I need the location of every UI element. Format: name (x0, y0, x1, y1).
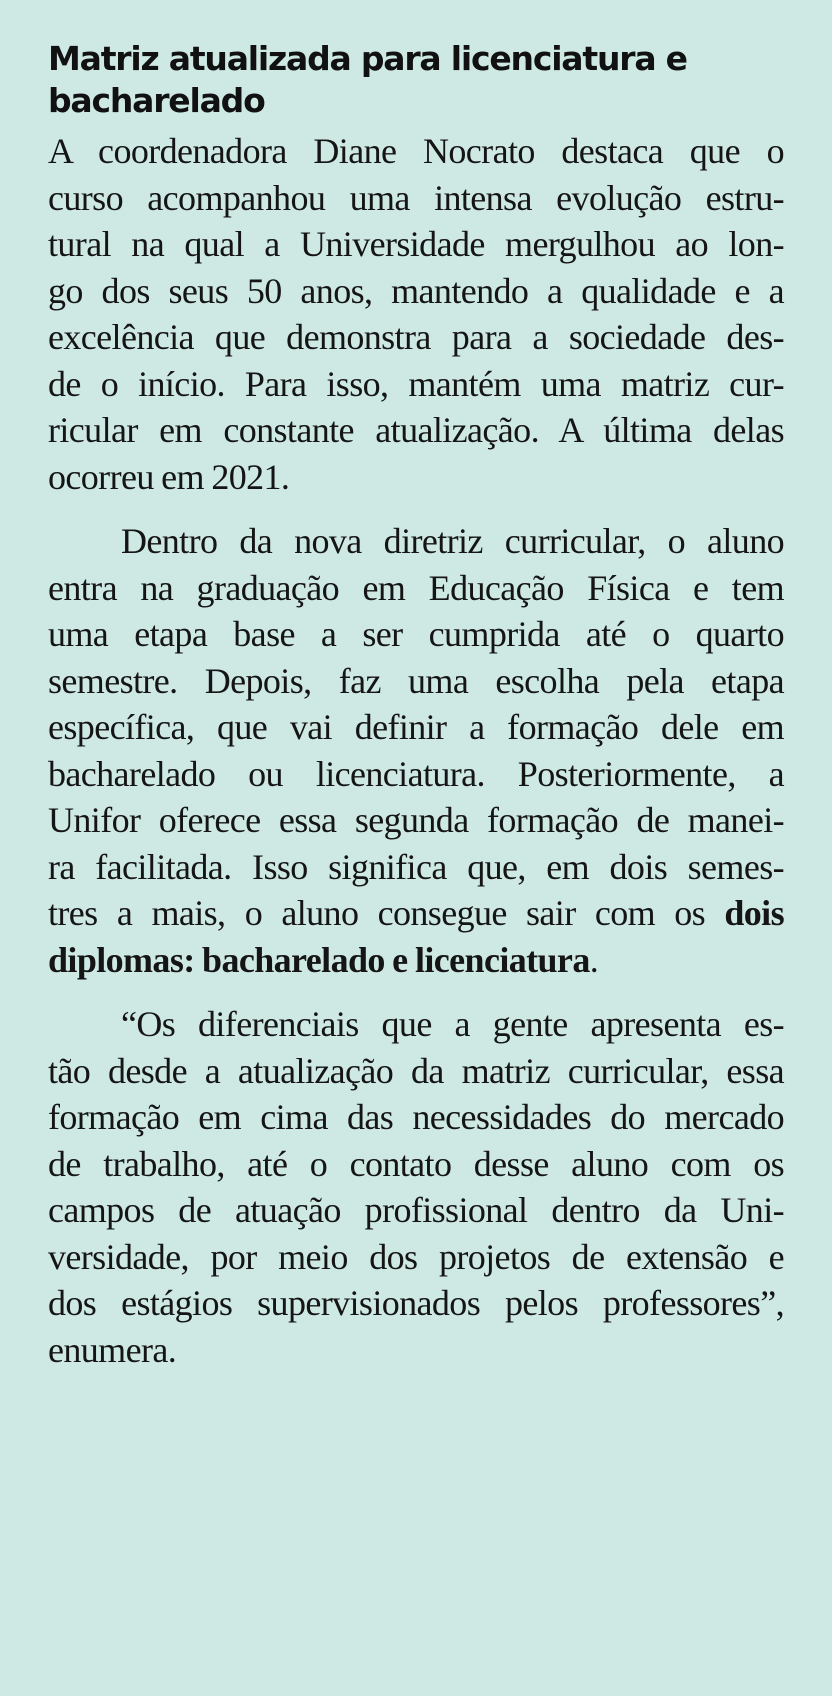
text-line: ricular em constante atualização. A última delas (48, 410, 784, 450)
text-line: “Os diferenciais que a gente apresenta es- (121, 1004, 784, 1044)
title-line: Matriz atualizada para licenciatura e (48, 39, 687, 78)
paragraph-1 (48, 128, 784, 500)
text-line: tural na qual a Universidade mergulhou ao lon- (48, 224, 784, 264)
text-regular: tres a mais, o aluno consegue sair com os (48, 893, 725, 933)
text-line (48, 937, 784, 984)
text-line: enumera. (48, 1329, 177, 1370)
title-line: bacharelado (48, 81, 265, 120)
text-line: curso acompanhou uma intensa evolução estru- (48, 177, 784, 218)
text-line: de o início. Para isso, mantém uma matriz cur- (48, 363, 784, 404)
text-line: Unifor oferece essa segunda formação de manei- (48, 800, 784, 840)
text-line: específica, que vai definir a formação dele em (48, 707, 784, 747)
article-title (48, 38, 784, 122)
text-line: dos estágios supervisionados pelos professores”, (48, 1283, 784, 1323)
text-bold: diplomas: bacharelado e licenciatura (48, 939, 590, 980)
text-line: ra facilitada. Isso significa que, em dois semes- (48, 846, 784, 887)
paragraph-2 (48, 518, 784, 983)
text-line: tão desde a atualização da matriz curricular, essa (48, 1050, 784, 1091)
paragraph-3 (48, 1001, 784, 1373)
article (48, 38, 784, 1391)
text-line (48, 890, 784, 937)
text-line: formação em cima das necessidades do mercado (48, 1097, 784, 1137)
text-line: ocorreu em 2021. (48, 456, 290, 497)
text-bold: dois (724, 893, 784, 933)
text-line: campos de atuação profissional dentro da Uni- (48, 1190, 784, 1230)
text-line: A coordenadora Diane Nocrato destaca que o (48, 131, 784, 171)
text-line: bacharelado ou licenciatura. Posteriormente, a (48, 753, 784, 794)
text-line: entra na graduação em Educação Física e tem (48, 567, 784, 608)
text-line: uma etapa base a ser cumprida até o quarto (48, 614, 784, 654)
text-line: versidade, por meio dos projetos de extensão e (48, 1236, 784, 1277)
text-line: semestre. Depois, faz uma escolha pela etapa (48, 660, 784, 701)
text-line: excelência que demonstra para a sociedade des- (48, 317, 784, 357)
text-line: go dos seus 50 anos, mantendo a qualidade e a (48, 270, 784, 311)
text-line: de trabalho, até o contato desse aluno com os (48, 1143, 784, 1184)
text-line: Dentro da nova diretriz curricular, o aluno (121, 521, 784, 561)
text-regular: . (589, 939, 599, 980)
